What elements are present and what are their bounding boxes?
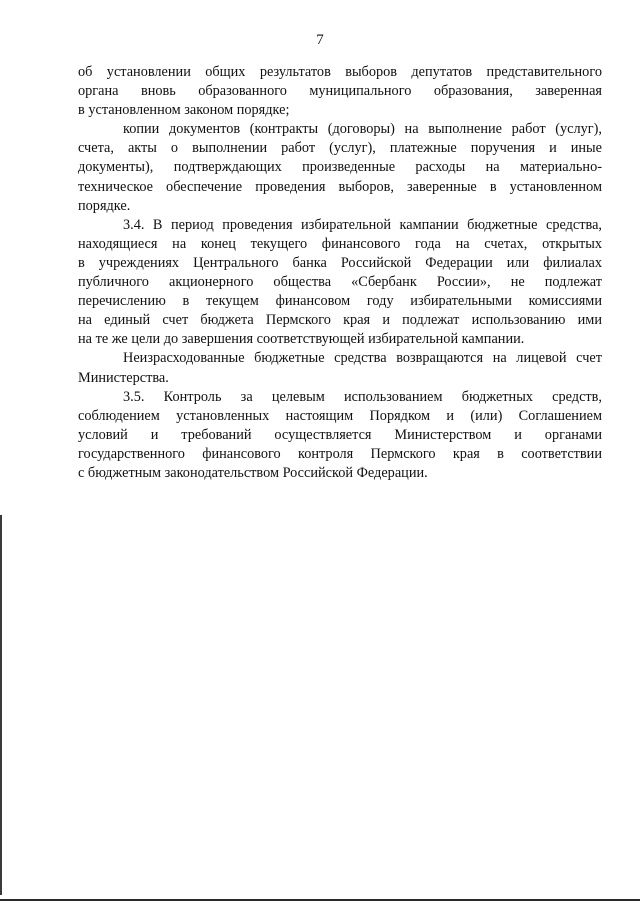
text-line: 3.4. В период проведения избирательной кампании бюджетные средства, [123,216,602,233]
text-line: на единый счет бюджета Пермского края и подлежат использованию ими [78,312,602,329]
text-line: счета, акты о выполнении работ (услуг), платежные поручения и иные [78,140,602,157]
text-line: 3.5. Контроль за целевым использованием бюджетных средств, [123,388,602,405]
text-line: соблюдением установленных настоящим Порядком и (или) Соглашением [78,407,602,424]
text-line: на те же цели до завершения соответствующей избирательной кампании. [78,331,525,348]
text-line: органа вновь образованного муниципального образования, заверенная [78,83,602,100]
text-line: об установлении общих результатов выборов депутатов представительного [78,64,602,80]
text-line: копии документов (контракты (договоры) на выполнение работ (услуг), [123,121,602,138]
text-line: публичного акционерного общества «Сбербанк России», не подлежат [78,274,602,291]
document-body [78,63,602,483]
text-line: документы), подтверждающих произведенные расходы на материально- [78,159,602,176]
text-line: техническое обеспечение проведения выборов, заверенные в установленном [78,178,602,195]
paragraph-section-3-4 [78,216,602,350]
text-line: в установленном законом порядке; [78,102,290,119]
text-line: государственного финансового контроля Пермского края в соответствии [78,445,602,462]
page-number: 7 [316,32,324,48]
scan-edge-line [0,515,2,895]
paragraph-election-results [78,63,602,120]
scan-bottom-edge [0,899,640,901]
text-line: Министерства. [78,369,169,386]
paragraph-document-copies [78,120,602,215]
text-line: находящиеся на конец текущего финансового года на счетах, открытых [78,235,602,252]
text-line: в учреждениях Центрального банка Российской Федерации или филиалах [78,254,602,271]
text-line: условий и требований осуществляется Министерством и органами [78,426,602,443]
text-line: Неизрасходованные бюджетные средства возвращаются на лицевой счет [123,350,602,367]
text-line: порядке. [78,197,131,214]
text-line: с бюджетным законодательством Российской Федерации. [78,464,428,481]
text-line: перечислению в текущем финансовом году избирательными комиссиями [78,293,602,310]
paragraph-unspent-funds [78,349,602,387]
paragraph-section-3-5 [78,388,602,483]
